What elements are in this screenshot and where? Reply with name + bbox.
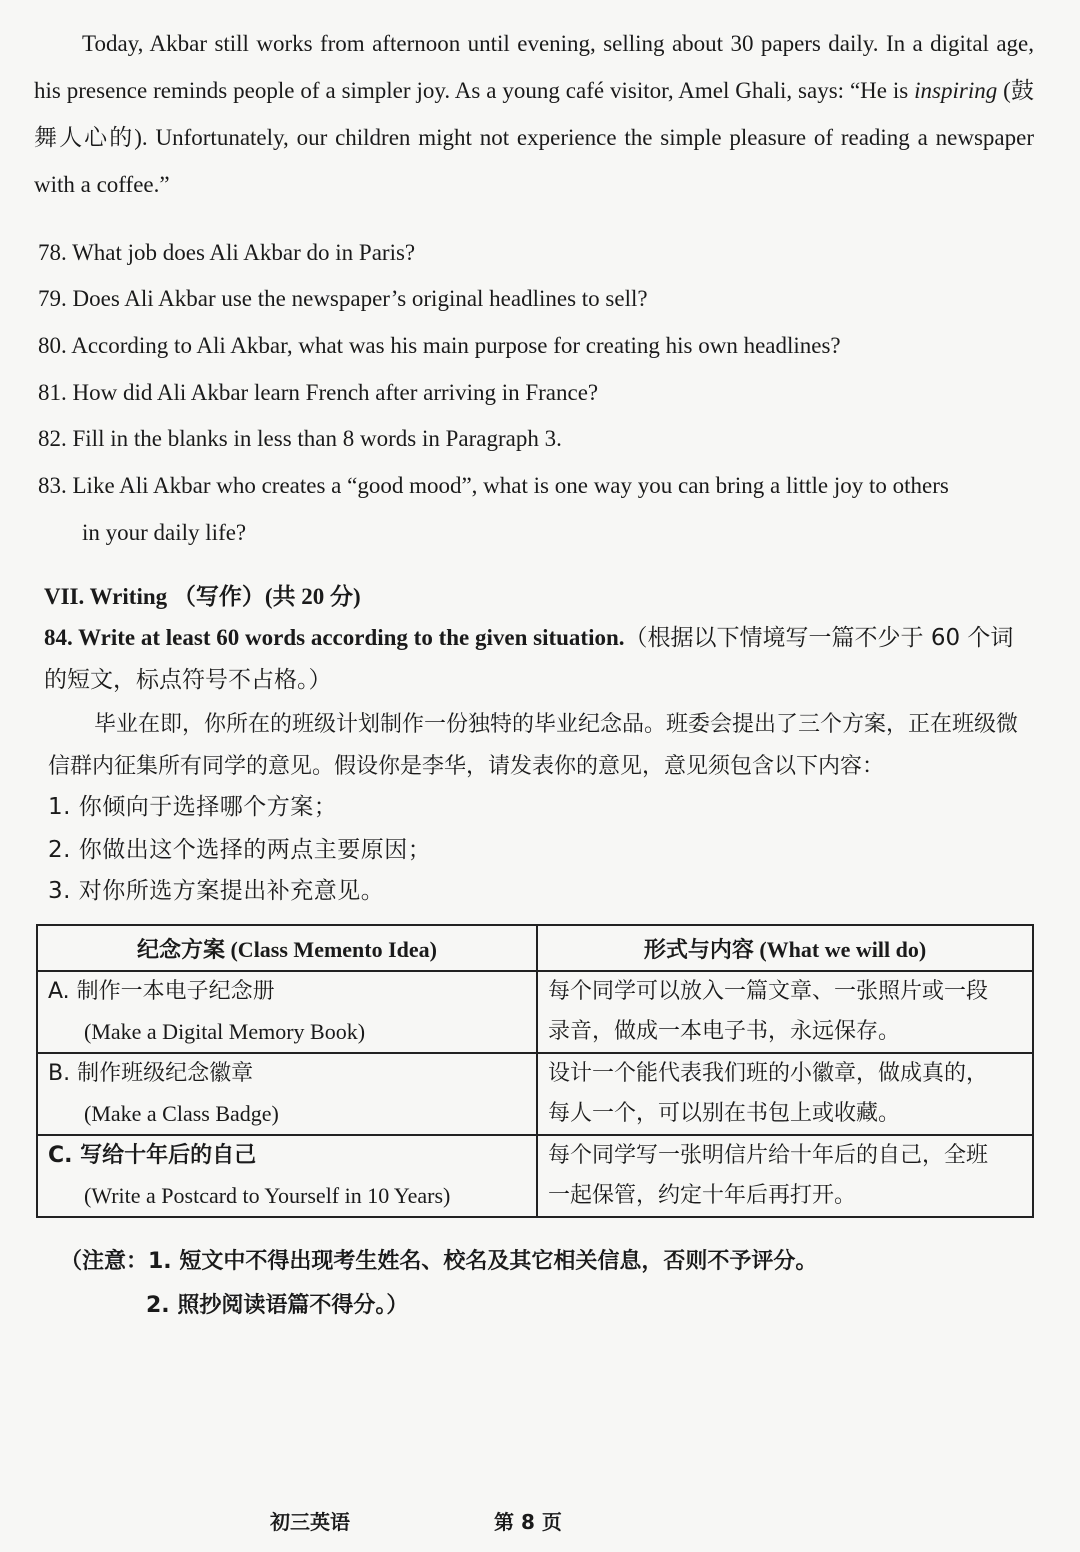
memento-table (36, 924, 1034, 1218)
question-79: 79. Does Ali Akbar use the newspaper’s original headlines to sell? (38, 286, 648, 311)
situation-text: 毕业在即，你所在的班级计划制作一份独特的毕业纪念品。班委会提出了三个方案，正在班级微信群内征集所有同学的意见。假设你是李华，请发表你的意见，意见须包含以下内容： (48, 712, 1019, 779)
desc-line: 每个同学可以放入一篇文章、一张照片或一段 (548, 979, 989, 1004)
idea-cell (37, 1135, 537, 1217)
question-81: 81. How did Ali Akbar learn French after arriving in France? (38, 380, 599, 405)
desc-cell (537, 971, 1033, 1053)
idea-cell (37, 971, 537, 1053)
header-idea: 纪念方案 (Class Memento Idea) (37, 925, 537, 971)
writing-section-title: VII. Writing （写作）(共 20 分) (44, 584, 361, 609)
table-row (37, 1135, 1033, 1217)
desc-line: 录音，做成一本电子书，永远保存。 (548, 1019, 901, 1044)
table-row (37, 971, 1033, 1053)
task-instruction-cn: （根据以下情境写一篇不少于 60 个词的短文，标点符号不占格。） (44, 625, 1014, 693)
desc-line: 每个同学写一张明信片给十年后的自己，全班 (548, 1143, 989, 1168)
idea-cn: B. 制作班级纪念徽章 (48, 1061, 254, 1086)
desc-line: 设计一个能代表我们班的小徽章，做成真的， (548, 1061, 989, 1086)
question-78: 78. What job does Ali Akbar do in Paris? (38, 240, 416, 265)
question-82: 82. Fill in the blanks in less than 8 words in Paragraph 3. (38, 426, 562, 451)
question-83-continued: in your daily life? (82, 520, 247, 545)
requirement-2: 2. 你做出这个选择的两点主要原因； (48, 837, 432, 863)
inspiring-word: inspiring (914, 78, 998, 103)
note-1: （注意：1. 短文中不得出现考生姓名、校名及其它相关信息，否则不予评分。 (60, 1249, 818, 1274)
idea-en: (Make a Class Badge) (84, 1101, 279, 1126)
question-83: 83. Like Ali Akbar who creates a “good mood”, what is one way you can bring a little joy to others (38, 473, 949, 498)
passage-paragraph (34, 20, 1034, 208)
idea-en: (Write a Postcard to Yourself in 10 Years) (84, 1183, 451, 1208)
desc-line: 每人一个，可以别在书包上或收藏。 (548, 1101, 901, 1126)
idea-en: (Make a Digital Memory Book) (84, 1019, 366, 1044)
table-header-row (37, 925, 1033, 971)
requirement-3: 3. 对你所选方案提出补充意见。 (48, 878, 385, 904)
paragraph-text-2: (鼓舞人心的). Unfortunately, our children might not experience the simple pleasure of reading a newspaper with a coffee.” (34, 78, 1034, 197)
desc-line: 一起保管，约定十年后再打开。 (548, 1183, 857, 1208)
writing-task (44, 617, 1034, 701)
idea-cell (37, 1053, 537, 1135)
idea-cn: A. 制作一本电子纪念册 (48, 979, 275, 1004)
desc-cell (537, 1135, 1033, 1217)
footer-subject: 初三英语 (270, 1510, 350, 1534)
table-row (37, 1053, 1033, 1135)
note-2: 2. 照抄阅读语篇不得分。） (146, 1293, 409, 1318)
idea-cn: C. 写给十年后的自己 (48, 1143, 257, 1168)
task-instruction: 84. Write at least 60 words according to the given situation. (44, 625, 625, 650)
requirement-1: 1. 你倾向于选择哪个方案； (48, 794, 338, 820)
writing-situation (48, 704, 1034, 788)
footer-page-number: 第 8 页 (494, 1510, 562, 1534)
desc-cell (537, 1053, 1033, 1135)
header-what: 形式与内容 (What we will do) (537, 925, 1033, 971)
question-80: 80. According to Ali Akbar, what was his main purpose for creating his own headlines? (38, 333, 841, 358)
paragraph-text-1: Today, Akbar still works from afternoon until evening, selling about 30 papers daily. In a digital age, his presence reminds people of a simpler joy. As a young café visitor, Amel Ghali, says: “He is (34, 31, 1034, 103)
